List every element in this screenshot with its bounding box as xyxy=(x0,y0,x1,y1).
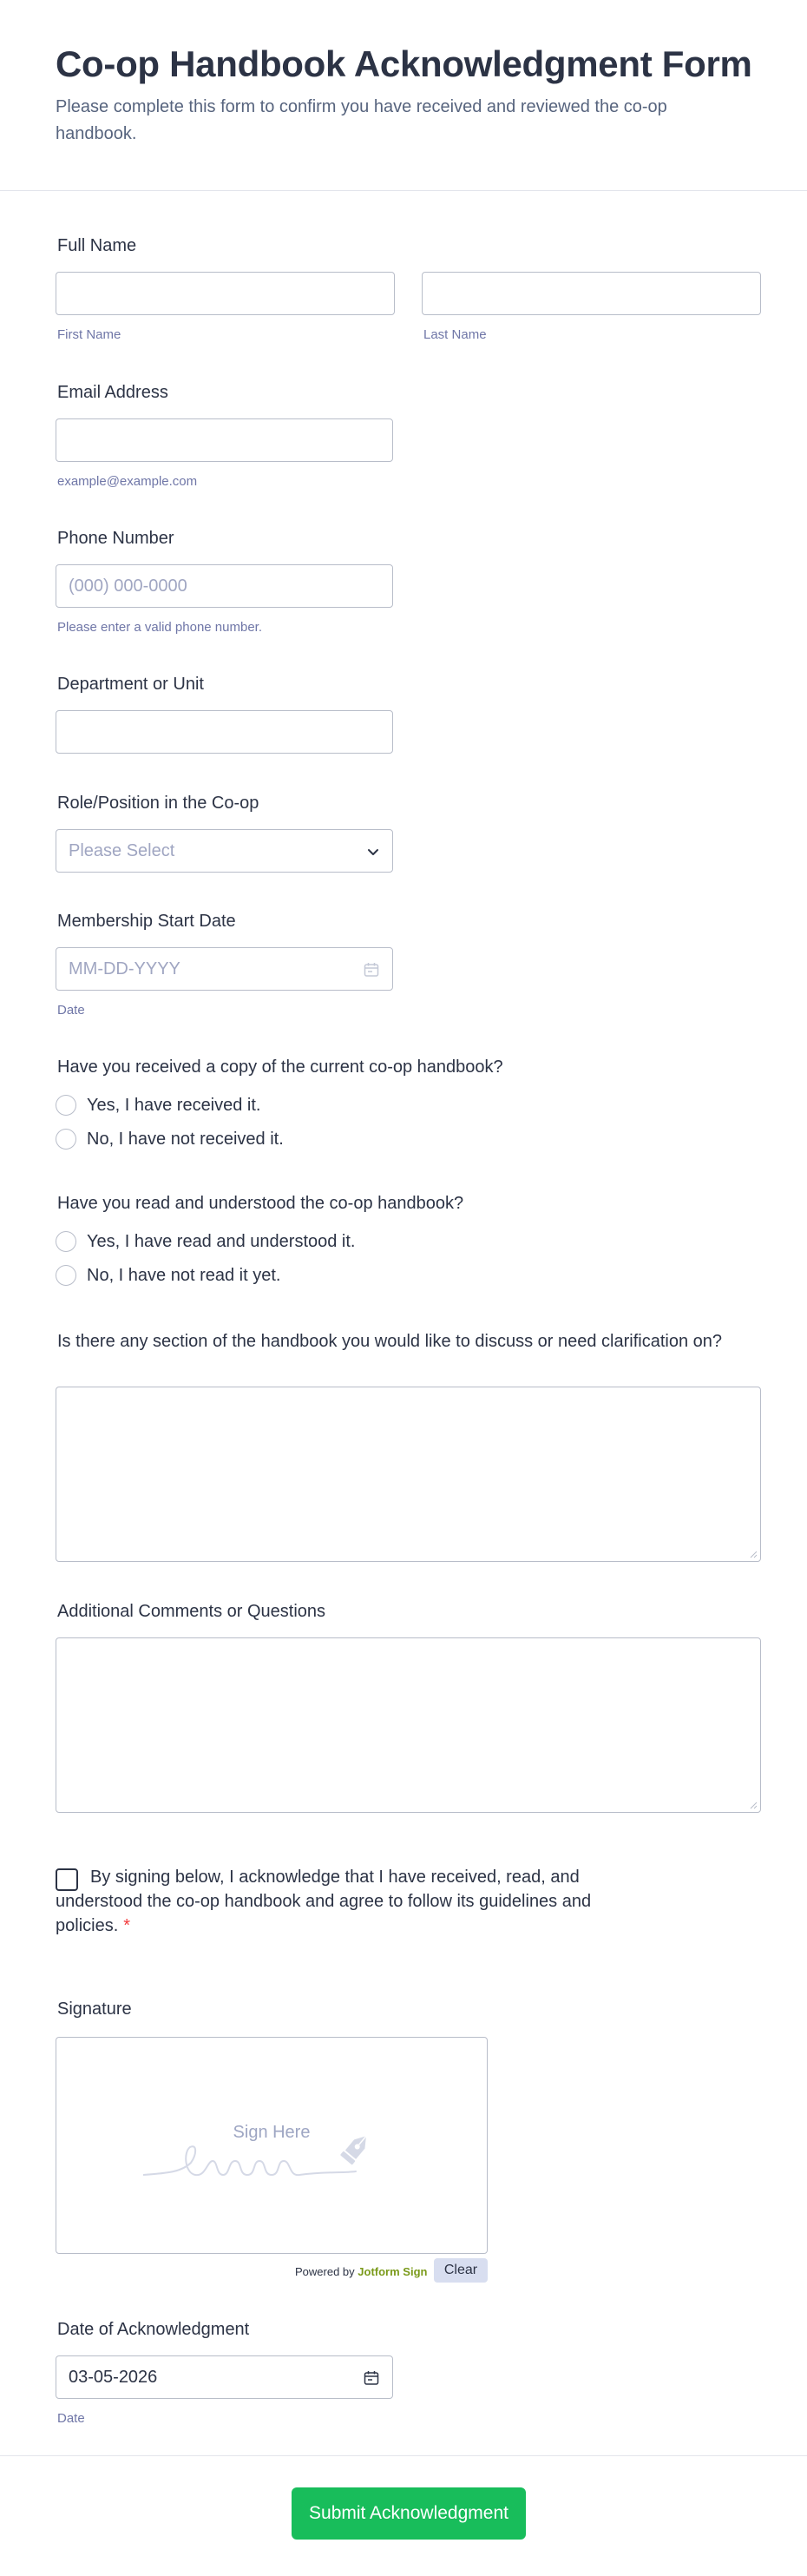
read-yes-label[interactable]: Yes, I have read and understood it. xyxy=(87,1232,356,1251)
received-no-label[interactable]: No, I have not received it. xyxy=(87,1130,284,1149)
received-no-radio[interactable] xyxy=(56,1129,76,1150)
required-mark: * xyxy=(123,1916,131,1935)
ack-date-value: 03-05-2026 xyxy=(69,2368,158,2387)
signature-label: Signature xyxy=(57,2000,132,2019)
read-question-label: Have you read and understood the co-op handbook? xyxy=(57,1194,464,1213)
first-name-input[interactable] xyxy=(56,272,395,315)
read-no-radio[interactable] xyxy=(56,1265,76,1286)
email-sublabel: example@example.com xyxy=(57,474,198,489)
chevron-down-icon xyxy=(366,845,380,859)
phone-placeholder: (000) 000-0000 xyxy=(69,576,187,596)
department-input[interactable] xyxy=(56,710,393,754)
role-select[interactable] xyxy=(56,829,393,873)
phone-label: Phone Number xyxy=(57,529,174,548)
ack-date-label: Date of Acknowledgment xyxy=(57,2320,250,2339)
read-no-label[interactable]: No, I have not read it yet. xyxy=(87,1266,281,1285)
membership-date-input[interactable] xyxy=(56,947,393,991)
form-title: Co-op Handbook Acknowledgment Form xyxy=(56,43,752,84)
consent-text: By signing below, I acknowledge that I have received, read, and understood the co-op handbook and agree to follow its guidelines and policies. xyxy=(56,1868,592,1935)
powered-by-text: Powered by xyxy=(295,2265,355,2278)
received-yes-label[interactable]: Yes, I have received it. xyxy=(87,1096,261,1115)
consent-text-block xyxy=(56,1865,646,1938)
ack-date-sublabel: Date xyxy=(57,2411,85,2426)
comments-textarea[interactable] xyxy=(56,1637,761,1813)
first-name-sublabel: First Name xyxy=(57,327,121,342)
form-subtitle: Please complete this form to confirm you have received and reviewed the co-op handbook. xyxy=(56,97,667,143)
resize-handle-icon[interactable] xyxy=(749,1801,758,1809)
role-label: Role/Position in the Co-op xyxy=(57,794,259,813)
last-name-sublabel: Last Name xyxy=(423,327,487,342)
form-header xyxy=(0,0,807,191)
calendar-icon[interactable] xyxy=(363,961,380,978)
phone-sublabel: Please enter a valid phone number. xyxy=(57,620,262,635)
calendar-icon[interactable] xyxy=(363,2369,380,2387)
jotform-sign-brand[interactable]: Jotform Sign xyxy=(358,2265,428,2278)
signature-pad[interactable] xyxy=(56,2037,488,2254)
membership-date-label: Membership Start Date xyxy=(57,912,236,931)
last-name-input[interactable] xyxy=(422,272,761,315)
signature-hint: Sign Here xyxy=(233,2123,311,2142)
email-label: Email Address xyxy=(57,383,168,402)
full-name-label: Full Name xyxy=(57,236,137,255)
clarification-textarea[interactable] xyxy=(56,1387,761,1562)
powered-by xyxy=(295,2265,427,2278)
read-yes-radio[interactable] xyxy=(56,1231,76,1252)
comments-label: Additional Comments or Questions xyxy=(57,1602,326,1621)
email-input[interactable] xyxy=(56,418,393,462)
footer-divider xyxy=(0,2455,807,2456)
submit-button[interactable]: Submit Acknowledgment xyxy=(292,2487,526,2540)
ack-date-input[interactable] xyxy=(56,2355,393,2399)
clear-signature-button[interactable]: Clear xyxy=(434,2258,488,2283)
role-select-value: Please Select xyxy=(69,841,175,860)
received-yes-radio[interactable] xyxy=(56,1095,76,1116)
department-label: Department or Unit xyxy=(57,675,204,694)
signature-pen-icon xyxy=(143,2121,412,2182)
received-question-label: Have you received a copy of the current co-op handbook? xyxy=(57,1057,503,1077)
membership-date-sublabel: Date xyxy=(57,1003,85,1018)
membership-date-placeholder: MM-DD-YYYY xyxy=(69,959,180,978)
phone-input[interactable] xyxy=(56,564,393,608)
resize-handle-icon[interactable] xyxy=(749,1550,758,1558)
clarification-label: Is there any section of the handbook you would like to discuss or need clarification on? xyxy=(57,1332,723,1351)
